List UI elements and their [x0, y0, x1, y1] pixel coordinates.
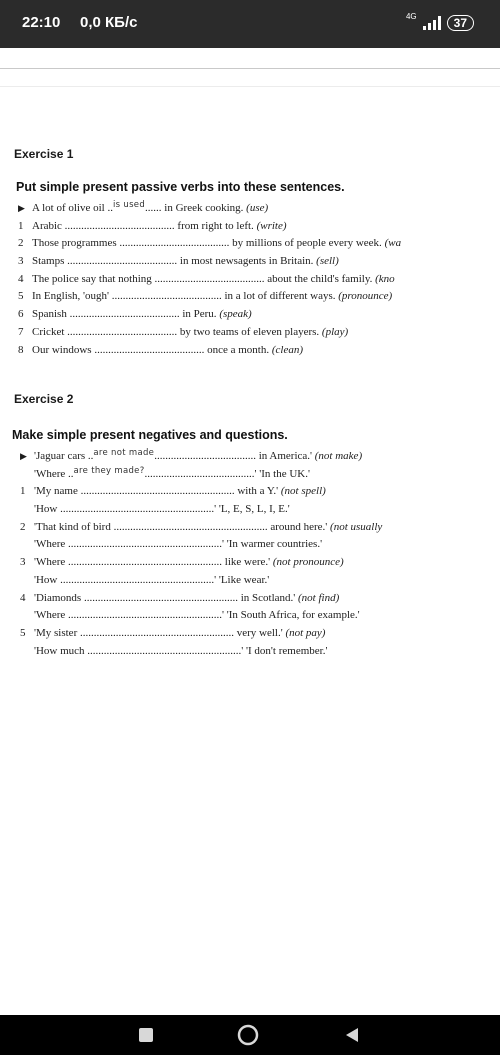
verb-hint: (use)	[246, 202, 269, 214]
sentence-text: ..................................... in America.'	[154, 450, 315, 462]
sentence-line	[20, 483, 500, 501]
sentence-text: Those programmes ........................................ by millions of people every week.	[32, 237, 385, 250]
sentence-text: Arabic ........................................ from right to left.	[32, 219, 257, 232]
verb-hint: (not usually	[330, 520, 383, 533]
item-marker: 5	[20, 626, 26, 639]
verb-hint: (play)	[321, 325, 349, 338]
item-marker: 8	[18, 343, 24, 356]
verb-hint: (not find)	[297, 591, 340, 604]
item-marker: 3	[20, 556, 26, 569]
exercise-1-heading: Exercise 1	[14, 147, 74, 161]
sentence-line	[20, 448, 500, 466]
sentence-line	[20, 572, 500, 590]
sentence-text: Our windows ........................................ once a month.	[32, 343, 272, 356]
sentence-text: A lot of olive oil ..	[32, 202, 113, 214]
verb-hint: (pronounce)	[338, 290, 393, 303]
square-icon	[138, 1027, 154, 1043]
status-network-speed: 0,0 КБ/с	[80, 14, 138, 31]
sentence-text: 'Where ........................................................' 'In warmer countries.'	[34, 538, 323, 551]
verb-hint: (kno	[375, 272, 395, 285]
sentence-text: 'How much ........................................................' 'I don't remember.'	[34, 644, 328, 657]
item-marker: 4	[20, 591, 26, 604]
verb-hint: (clean)	[271, 343, 303, 356]
sentence-line	[20, 590, 500, 608]
sentence-text: Cricket ........................................ by two teams of eleven players.	[32, 325, 322, 338]
exercise-2-instructions: Make simple present negatives and questions.	[12, 428, 288, 442]
verb-hint: (write)	[256, 219, 287, 232]
divider	[0, 68, 500, 69]
item-marker: ▶	[18, 203, 25, 213]
sentence-text: In English, 'ough' ........................................ in a lot of different ways.	[32, 290, 339, 303]
sentence-text: 'How ........................................................' 'Like wear.'	[34, 573, 270, 586]
sentence-text: ...... in Greek cooking.	[145, 202, 247, 214]
sentence-text: 'Where ..	[34, 467, 74, 480]
recent-apps-button[interactable]	[134, 1023, 158, 1047]
item-marker: 4	[18, 272, 24, 285]
status-bar	[0, 0, 500, 48]
sentence-line	[18, 288, 500, 306]
navigation-bar	[0, 1015, 500, 1055]
item-marker: 3	[18, 255, 24, 268]
sentence-text: 'Diamonds ........................................................ in Scotland.'	[34, 591, 298, 604]
sentence-text: Stamps ........................................ in most newsagents in Britain.	[32, 255, 317, 268]
sentence-text: 'Where ........................................................' 'In South Africa, for example.'	[34, 609, 360, 622]
item-marker: 7	[18, 325, 24, 338]
verb-hint: (not make)	[314, 450, 363, 462]
exercise-1-sentences	[18, 200, 500, 359]
sentence-text: 'How ........................................................' 'L, E, S, L, I, E.'	[34, 503, 290, 516]
exercise-2-sentences	[20, 448, 500, 660]
triangle-back-icon	[343, 1026, 361, 1044]
sentence-line	[18, 200, 500, 218]
sentence-text: The police say that nothing ........................................ about the child's family.	[32, 272, 376, 285]
item-marker: 1	[18, 219, 24, 232]
verb-hint: (not spell)	[280, 485, 326, 498]
item-marker: 5	[18, 290, 24, 303]
divider	[0, 86, 500, 87]
verb-hint: (sell)	[316, 255, 339, 268]
sentence-line	[18, 271, 500, 289]
item-marker: 2	[20, 520, 26, 533]
back-button[interactable]	[340, 1023, 364, 1047]
sentence-line	[18, 218, 500, 236]
battery-icon: 37	[447, 15, 474, 31]
sentence-line	[20, 466, 500, 484]
verb-hint: (speak)	[219, 308, 252, 321]
sentence-line	[20, 554, 500, 572]
sentence-text: 'That kind of bird ........................................................ around here.'	[34, 520, 331, 533]
sentence-line	[18, 306, 500, 324]
sentence-text: 'Jaguar cars ..	[34, 450, 94, 462]
signal-icon	[423, 16, 441, 30]
sentence-line	[20, 536, 500, 554]
home-button[interactable]	[236, 1023, 260, 1047]
sentence-line	[20, 643, 500, 661]
verb-hint: (not pay)	[285, 626, 326, 639]
sentence-text: 'Where ........................................................ like were.'	[34, 556, 273, 569]
item-marker: 1	[20, 485, 26, 498]
status-indicators	[406, 12, 474, 34]
status-time: 22:10	[22, 14, 61, 31]
sentence-line	[18, 235, 500, 253]
network-type: 4G	[405, 12, 417, 21]
sentence-line	[20, 501, 500, 519]
circle-icon	[237, 1024, 259, 1046]
verb-hint: (not pronounce)	[272, 556, 344, 569]
item-marker: 6	[18, 308, 24, 321]
handwritten-answer: are not made	[93, 448, 155, 458]
handwritten-answer: is used	[112, 200, 146, 210]
sentence-line	[20, 519, 500, 537]
exercise-1-instructions: Put simple present passive verbs into these sentences.	[16, 180, 345, 194]
sentence-text: ........................................' 'In the UK.'	[144, 467, 310, 480]
item-marker: 2	[18, 237, 24, 250]
sentence-line	[20, 607, 500, 625]
sentence-line	[20, 625, 500, 643]
handwritten-answer: are they made?	[73, 465, 145, 476]
exercise-2-heading: Exercise 2	[14, 392, 74, 406]
sentence-text: 'My name ........................................................ with a Y.'	[34, 485, 281, 498]
item-marker: ▶	[20, 451, 27, 461]
sentence-text: Spanish ........................................ in Peru.	[32, 308, 220, 321]
verb-hint: (wa	[384, 237, 402, 250]
sentence-line	[18, 342, 500, 360]
sentence-line	[18, 324, 500, 342]
sentence-text: 'My sister ........................................................ very well.'	[34, 626, 286, 639]
sentence-line	[18, 253, 500, 271]
